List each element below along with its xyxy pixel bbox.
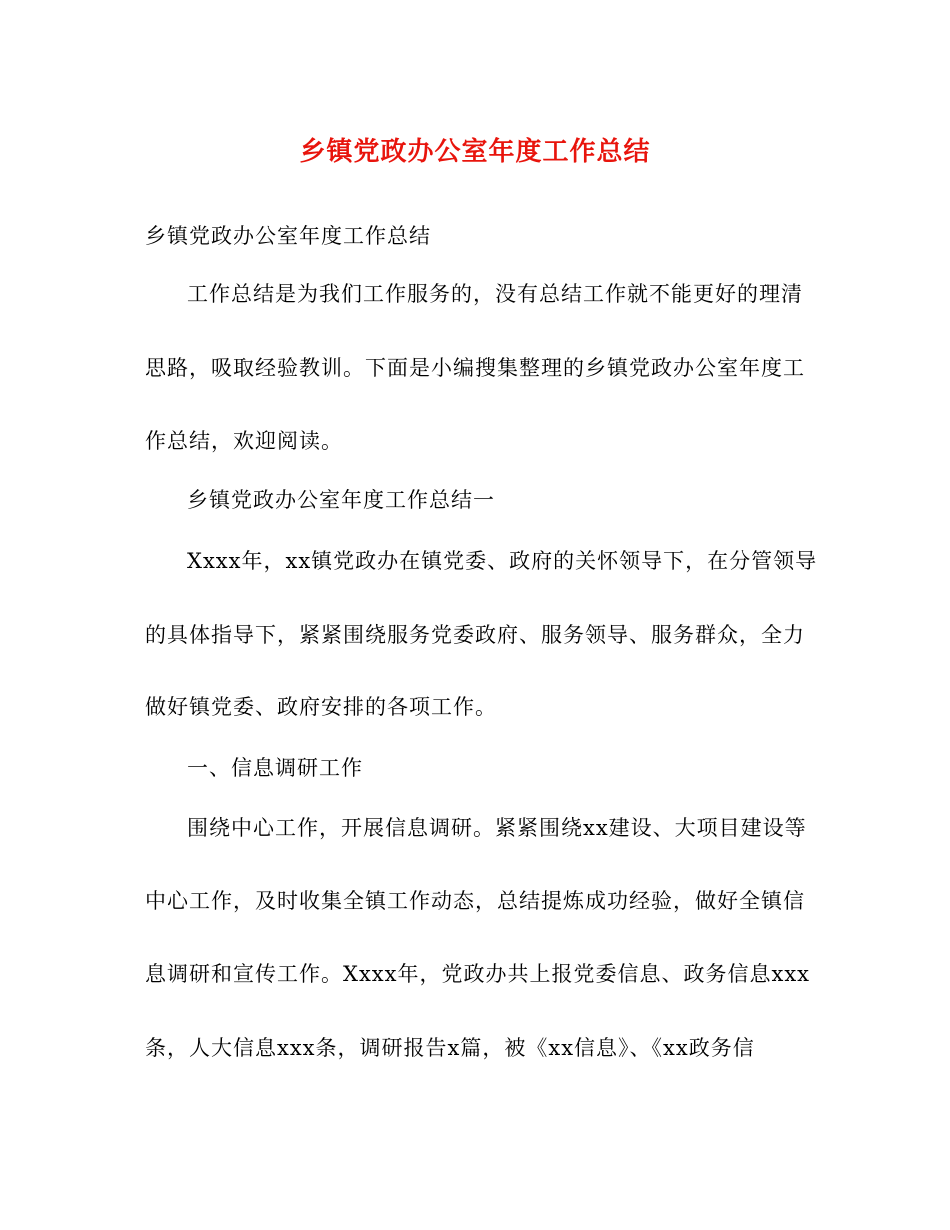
paragraph-line: Xxxx年，xx镇党政办在镇党委、政府的关怀领导下，在分管领导 [187,549,818,573]
paragraph-line: 作总结，欢迎阅读。 [145,429,343,453]
section-heading: 乡镇党政办公室年度工作总结一 [187,488,495,512]
paragraph-line: 息调研和宣传工作。Xxxx年，党政办共上报党委信息、政务信息xxx [145,962,810,986]
paragraph-line: 中心工作，及时收集全镇工作动态，总结提炼成功经验，做好全镇信 [145,889,805,913]
subtitle-line: 乡镇党政办公室年度工作总结 [145,224,431,248]
paragraph-line: 围绕中心工作，开展信息调研。紧紧围绕xx建设、大项目建设等 [187,816,807,840]
paragraph-line: 条，人大信息xxx条，调研报告x篇，被《xx信息》、《xx政务信 [145,1036,755,1060]
paragraph-line: 的具体指导下，紧紧围绕服务党委政府、服务领导、服务群众，全力 [145,623,805,647]
paragraph-line: 做好镇党委、政府安排的各项工作。 [145,695,497,719]
paragraph-line: 思路，吸取经验教训。下面是小编搜集整理的乡镇党政办公室年度工 [145,356,805,380]
paragraph-line: 工作总结是为我们工作服务的，没有总结工作就不能更好的理清 [187,282,803,306]
document-title: 乡镇党政办公室年度工作总结 [299,137,651,167]
section-heading: 一、信息调研工作 [187,756,363,780]
